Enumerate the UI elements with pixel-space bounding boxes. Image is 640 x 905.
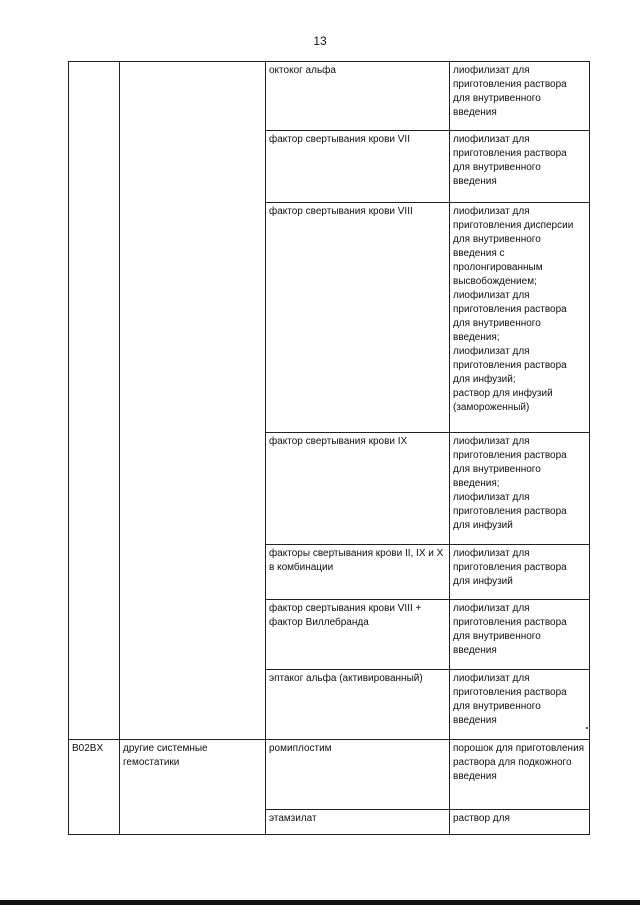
dosage-form-line: лиофилизат для приготовления раствора для инфузий <box>453 548 567 587</box>
drug-name-cell: фактор свертывания крови VIII + фактор Виллебранда <box>266 600 450 670</box>
drug-name-cell: октоког альфа <box>266 62 450 131</box>
dosage-form-line: лиофилизат для приготовления раствора для внутривенного введения <box>453 673 567 726</box>
drug-name-cell: этамзилат <box>266 810 450 835</box>
drug-name-cell: фактор свертывания крови VII <box>266 131 450 203</box>
dosage-form-cell <box>450 545 590 600</box>
dosage-form-cell <box>450 131 590 203</box>
dosage-form-line: порошок для приготовления раствора для подкожного введения <box>453 743 585 782</box>
dosage-form-cell <box>450 740 590 810</box>
drug-name-cell: фактор свертывания крови VIII <box>266 203 450 433</box>
dosage-form-line: лиофилизат для приготовления раствора для внутривенного введения <box>453 603 567 656</box>
dosage-form-line: раствор для инфузий (замороженный) <box>453 388 553 413</box>
scan-edge-bar <box>0 900 640 905</box>
drug-table <box>68 61 590 835</box>
drug-name-cell: фактор свертывания крови IX <box>266 433 450 545</box>
dosage-form-line: лиофилизат для приготовления раствора для внутривенного введения <box>453 134 567 187</box>
dosage-form-line: лиофилизат для приготовления раствора для внутривенного введения <box>453 65 567 118</box>
dosage-form-cell <box>450 203 590 433</box>
drug-name-cell: эптаког альфа (активированный) <box>266 670 450 740</box>
dosage-form-line: лиофилизат для приготовления раствора для инфузий; <box>453 346 567 385</box>
dosage-form-line: лиофилизат для приготовления раствора для внутривенного введения; <box>453 436 567 489</box>
dosage-form-line: лиофилизат для приготовления раствора для внутривенного введения; <box>453 290 567 343</box>
atc-group-cell <box>120 62 266 740</box>
dosage-form-cell <box>450 62 590 131</box>
dosage-form-line: лиофилизат для приготовления раствора для инфузий <box>453 492 567 531</box>
table-row <box>69 740 590 810</box>
atc-code-cell <box>69 62 120 740</box>
dosage-form-line: раствор для <box>453 813 510 824</box>
dosage-form-cell <box>450 670 590 740</box>
atc-group-cell: другие системные гемостатики <box>120 740 266 835</box>
drug-name-cell: ромиплостим <box>266 740 450 810</box>
scan-artifact <box>586 727 588 729</box>
drug-name-cell: факторы свертывания крови II, IX и X в комбинации <box>266 545 450 600</box>
dosage-form-line: лиофилизат для приготовления дисперсии для внутривенного введения с пролонгированным высвобождением; <box>453 206 574 287</box>
dosage-form-cell <box>450 810 590 835</box>
page-number: 13 <box>313 34 327 48</box>
dosage-form-cell <box>450 433 590 545</box>
table-row <box>69 62 590 131</box>
dosage-form-cell <box>450 600 590 670</box>
atc-code-cell: B02BX <box>69 740 120 835</box>
